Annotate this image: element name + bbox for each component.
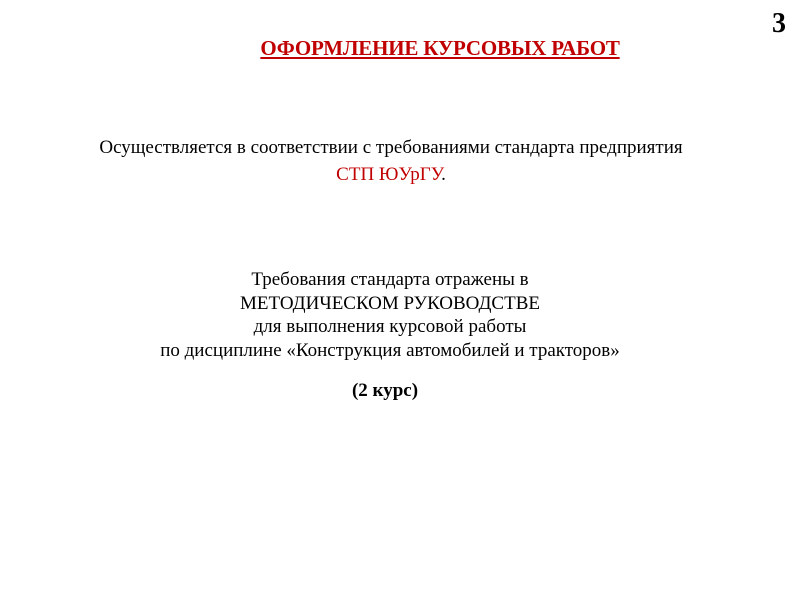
intro-line: Осуществляется в соответствии с требованиями стандарта предприятия bbox=[99, 137, 683, 158]
requirements-line-2: МЕТОДИЧЕСКОМ РУКОВОДСТВЕ bbox=[240, 292, 540, 314]
course-label: (2 курс) bbox=[351, 380, 419, 401]
page-title: ОФОРМЛЕНИЕ КУРСОВЫХ РАБОТ bbox=[260, 36, 620, 60]
requirements-line-4: по дисциплине «Конструкция автомобилей и тракторов» bbox=[160, 339, 620, 361]
requirements-line-1: Требования стандарта отражены в bbox=[251, 269, 529, 290]
standard-name: СТП ЮУрГУ bbox=[336, 164, 442, 185]
requirements-paragraph bbox=[0, 268, 780, 362]
page-number: 3 bbox=[772, 8, 786, 39]
intro-period: . bbox=[441, 164, 446, 185]
intro-standard-line bbox=[0, 161, 782, 188]
intro-paragraph bbox=[0, 134, 782, 188]
requirements-line-3: для выполнения курсовой работы bbox=[253, 316, 527, 337]
